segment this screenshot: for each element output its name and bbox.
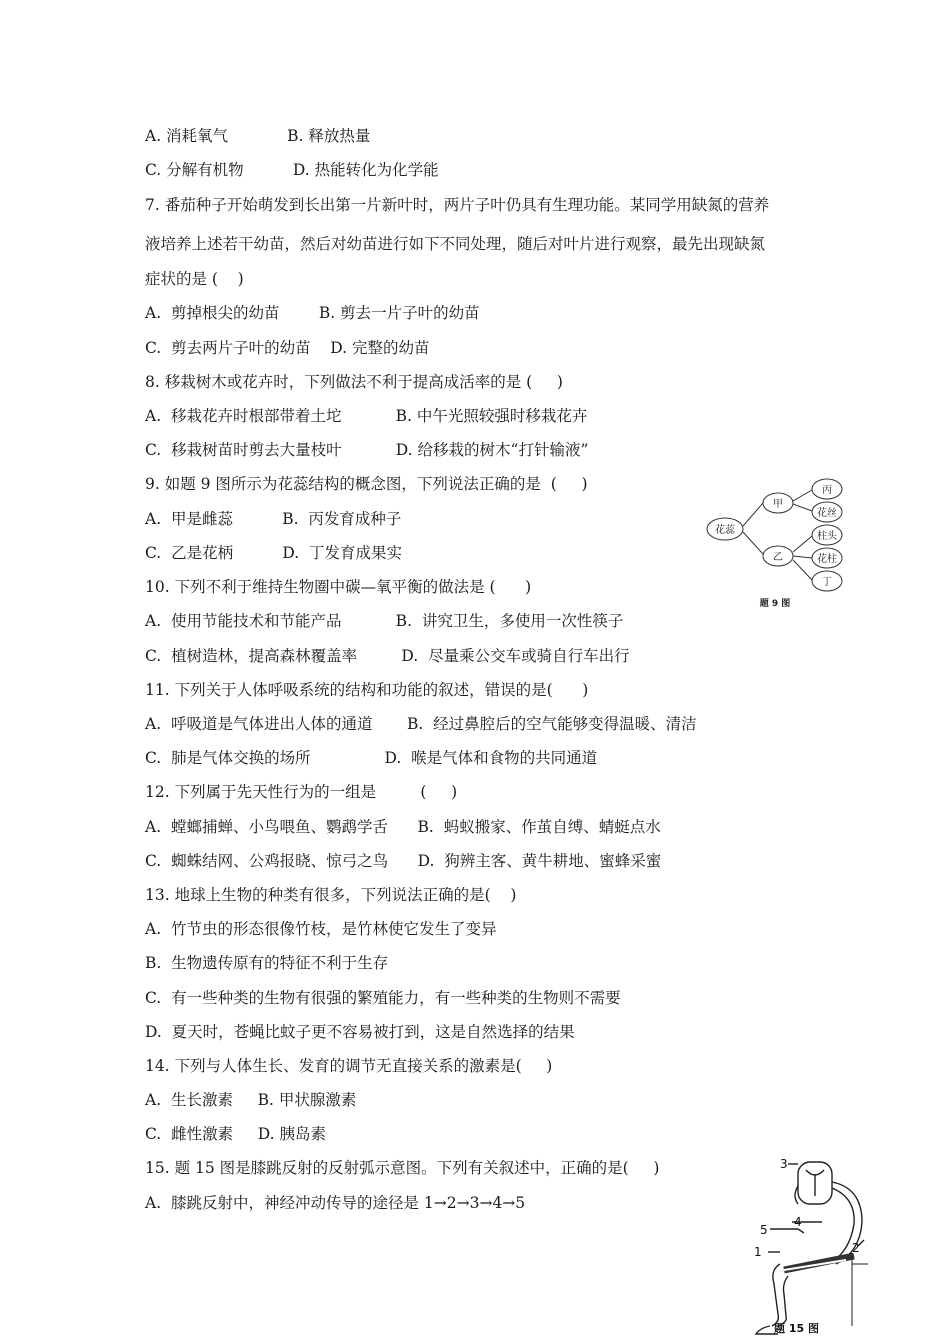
text-line: A. 甲是雌蕊 B. 丙发育成种子 — [145, 510, 402, 528]
label-2: 2 — [852, 1241, 860, 1255]
figure-9 — [705, 476, 855, 611]
text-line: C. 肺是气体交换的场所 D. 喉是气体和食物的共同通道 — [145, 749, 598, 767]
label-3: 3 — [780, 1157, 788, 1171]
text-line: A. 竹节虫的形态很像竹枝，是竹林使它发生了变异 — [145, 920, 497, 938]
text-line: 8. 移栽树木或花卉时，下列做法不利于提高成活率的是 ( ) — [145, 373, 563, 391]
text-line: A. 消耗氧气 B. 释放热量 — [145, 127, 371, 145]
text-line: 9. 如题 9 图所示为花蕊结构的概念图，下列说法正确的是 ( ) — [145, 475, 588, 493]
text-line: C. 乙是花柄 D. 丁发育成果实 — [145, 544, 403, 562]
text-line: 液培养上述若干幼苗，然后对幼苗进行如下不同处理，随后对叶片进行观察，最先出现缺氮 — [145, 235, 766, 253]
text-line: C. 有一些种类的生物有很强的繁殖能力，有一些种类的生物则不需要 — [145, 989, 621, 1007]
text-line: C. 剪去两片子叶的幼苗 D. 完整的幼苗 — [145, 339, 430, 357]
text-line: A. 呼吸道是气体进出人体的通道 B. 经过鼻腔后的空气能够变得温暖、清洁 — [145, 715, 697, 733]
text-line: 15. 题 15 图是膝跳反射的反射弧示意图。下列有关叙述中，正确的是( ) — [145, 1159, 660, 1177]
text-line: 10. 下列不利于维持生物圈中碳—氧平衡的做法是 ( ) — [145, 578, 532, 596]
text-line: A. 剪掉根尖的幼苗 B. 剪去一片子叶的幼苗 — [145, 304, 480, 322]
text-line: 7. 番茄种子开始萌发到长出第一片新叶时，两片子叶仍具有生理功能。某同学用缺氮的营养 — [145, 196, 770, 214]
text-line: 13. 地球上生物的种类有很多，下列说法正确的是( ) — [145, 886, 517, 904]
text-line: C. 移栽树苗时剪去大量枝叶 D. 给移栽的树木“打针输液” — [145, 441, 589, 459]
text-line: 14. 下列与人体生长、发育的调节无直接关系的激素是( ) — [145, 1057, 553, 1075]
text-line: A. 螳螂捕蝉、小鸟喂鱼、鹦鹉学舌 B. 蚂蚁搬家、作茧自缚、蜻蜓点水 — [145, 818, 661, 836]
text-line: 11. 下列关于人体呼吸系统的结构和功能的叙述，错误的是( ) — [145, 681, 589, 699]
label-5: 5 — [760, 1223, 768, 1237]
node-huazhu: 花柱 — [817, 554, 837, 565]
text-line: C. 雌性激素 D. 胰岛素 — [145, 1125, 326, 1143]
text-line: B. 生物遗传原有的特征不利于生存 — [145, 954, 389, 972]
node-root: 花蕊 — [715, 525, 735, 536]
node-bing: 丙 — [822, 485, 832, 496]
text-line: A. 膝跳反射中，神经冲动传导的途径是 1→2→3→4→5 — [145, 1194, 526, 1212]
figure-9-diagram — [705, 476, 855, 611]
text-line: C. 蜘蛛结网、公鸡报晓、惊弓之鸟 D. 狗辨主客、黄牛耕地、蜜蜂采蜜 — [145, 852, 662, 870]
figure-15-caption: 题 15 图 — [774, 1322, 819, 1335]
node-ding: 丁 — [822, 577, 832, 588]
node-yi: 乙 — [773, 552, 783, 563]
figure-15 — [748, 1152, 878, 1338]
label-4: 4 — [794, 1215, 802, 1229]
text-line: 症状的是 ( ) — [145, 270, 244, 288]
text-line: A. 移栽花卉时根部带着土坨 B. 中午光照较强时移栽花卉 — [145, 407, 588, 425]
node-zhutou: 柱头 — [817, 531, 837, 542]
node-huasi: 花丝 — [817, 508, 837, 519]
text-line: C. 分解有机物 D. 热能转化为化学能 — [145, 161, 439, 179]
text-line: C. 植树造林，提高森林覆盖率 D. 尽量乘公交车或骑自行车出行 — [145, 647, 630, 665]
text-line: A. 使用节能技术和节能产品 B. 讲究卫生，多使用一次性筷子 — [145, 612, 624, 630]
label-1: 1 — [754, 1245, 762, 1259]
node-jia: 甲 — [773, 499, 783, 510]
figure-9-caption: 题 9 图 — [759, 599, 791, 609]
text-line: D. 夏天时，苍蝇比蚊子更不容易被打到，这是自然选择的结果 — [145, 1023, 575, 1041]
text-line: 12. 下列属于先天性行为的一组是 ( ) — [145, 783, 458, 801]
figure-15-diagram — [748, 1152, 878, 1338]
text-line: A. 生长激素 B. 甲状腺激素 — [145, 1091, 357, 1109]
